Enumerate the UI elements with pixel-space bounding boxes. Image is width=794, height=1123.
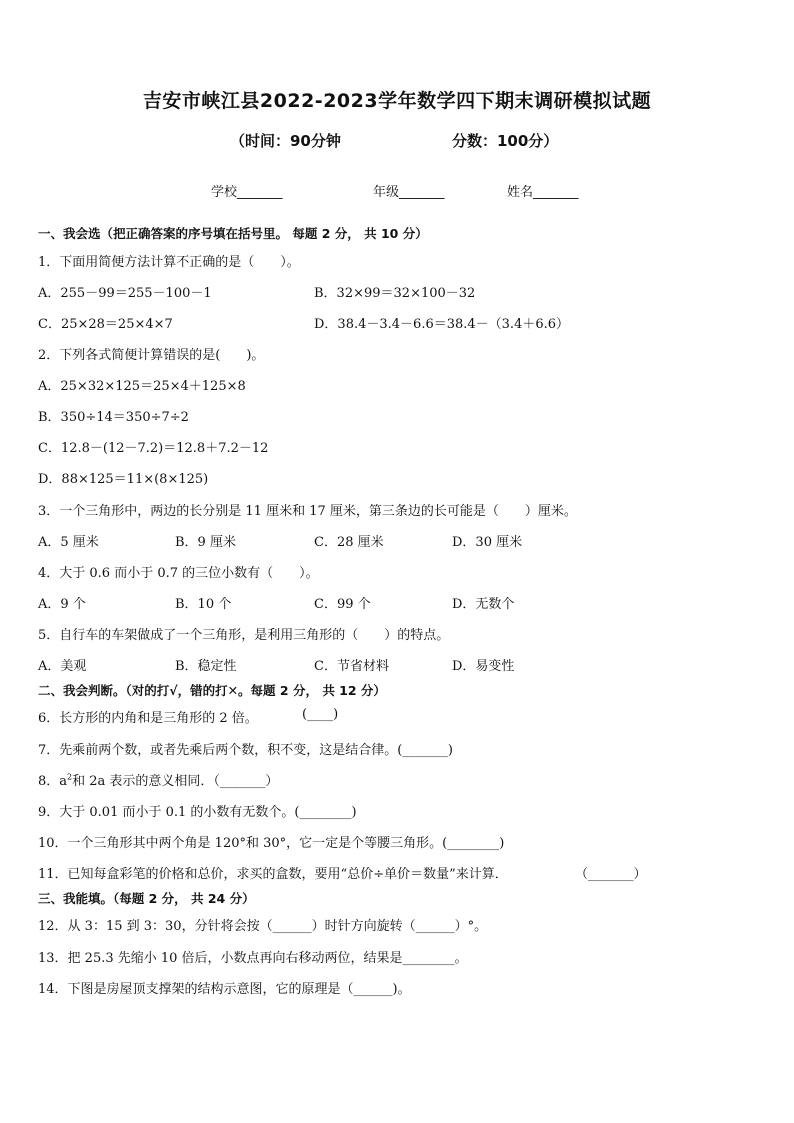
question-4: 4．大于 0.6 而小于 0.7 的三位小数有（ ）。	[38, 566, 319, 581]
exam-time: （时间：90分钟	[230, 132, 341, 150]
question-3-option-a[interactable]: A．5 厘米	[38, 535, 99, 550]
grade-field[interactable]: 年级_______	[373, 185, 445, 200]
question-6-answer-blank[interactable]: (____)	[302, 707, 339, 722]
question-8-suffix: 和 2a 表示的意义相同．（_______）	[72, 774, 279, 789]
question-13: 13．把 25.3 先缩小 10 倍后，小数点再向右移动两位，结果是________。	[38, 951, 468, 966]
question-3: 3．一个三角形中，两边的长分别是 11 厘米和 17 厘米，第三条边的长可能是（ ）厘米。	[38, 504, 577, 519]
page-title: 吉安市峡江县2022-2023学年数学四下期末调研模拟试题	[142, 90, 652, 112]
question-2: 2．下列各式简便计算错误的是( )。	[38, 348, 265, 363]
section-heading-fill: 三、我能填。（每题 2 分， 共 24 分）	[38, 891, 255, 906]
question-8	[38, 770, 278, 789]
question-6: 6．长方形的内角和是三角形的 2 倍。	[38, 711, 258, 726]
question-4-option-d[interactable]: D．无数个	[452, 597, 515, 612]
question-9: 9．大于 0.01 而小于 0.1 的小数有无数个。(________)	[38, 805, 357, 820]
question-8-prefix: 8．a	[38, 774, 68, 789]
question-1: 1．下面用简便方法计算不正确的是（ ）。	[38, 255, 300, 270]
question-5-option-a[interactable]: A．美观	[38, 659, 87, 674]
question-3-option-b[interactable]: B．9 厘米	[175, 535, 236, 550]
question-3-option-c[interactable]: C．28 厘米	[314, 535, 384, 550]
question-10: 10．一个三角形其中两个角是 120°和 30°，它一定是个等腰三角形。(________)	[38, 836, 505, 851]
question-12: 12．从 3：15 到 3：30，分针将会按（______）时针方向旋转（______）°。	[38, 919, 488, 934]
section-heading-choice: 一、我会选（把正确答案的序号填在括号里。 每题 2 分， 共 10 分）	[38, 226, 428, 241]
question-2-option-c[interactable]: C．12.8－(12－7.2)＝12.8＋7.2－12	[38, 441, 269, 456]
question-11-answer-blank[interactable]: （_______）	[575, 867, 647, 882]
question-4-option-b[interactable]: B．10 个	[175, 597, 232, 612]
question-4-option-a[interactable]: A．9 个	[38, 597, 86, 612]
question-2-option-d[interactable]: D．88×125＝11×(8×125)	[38, 472, 209, 487]
question-3-option-d[interactable]: D．30 厘米	[452, 535, 523, 550]
question-1-option-b[interactable]: B．32×99＝32×100－32	[314, 286, 476, 301]
question-14: 14．下图是房屋顶支撑架的结构示意图，它的原理是（______)。	[38, 982, 411, 997]
question-5-option-c[interactable]: C．节省材料	[314, 659, 389, 674]
question-5: 5．自行车的车架做成了一个三角形，是利用三角形的（ ）的特点。	[38, 628, 450, 643]
question-1-option-d[interactable]: D．38.4－3.4－6.6＝38.4－（3.4＋6.6）	[314, 317, 570, 332]
name-field[interactable]: 姓名_______	[507, 185, 579, 200]
question-1-option-a[interactable]: A．255－99＝255－100－1	[38, 286, 212, 301]
question-4-option-c[interactable]: C．99 个	[314, 597, 371, 612]
school-field[interactable]: 学校_______	[211, 185, 283, 200]
question-1-option-c[interactable]: C．25×28＝25×4×7	[38, 317, 173, 332]
question-5-option-b[interactable]: B．稳定性	[175, 659, 237, 674]
question-7: 7．先乘前两个数，或者先乘后两个数，积不变，这是结合律。(_______)	[38, 743, 453, 758]
exam-score: 分数：100分）	[452, 132, 559, 150]
question-5-option-d[interactable]: D．易变性	[452, 659, 515, 674]
question-2-option-a[interactable]: A．25×32×125＝25×4＋125×8	[38, 379, 246, 394]
section-heading-judge: 二、我会判断。（对的打√，错的打✕。每题 2 分， 共 12 分）	[38, 683, 386, 698]
question-2-option-b[interactable]: B．350÷14＝350÷7÷2	[38, 410, 189, 425]
question-11: 11．已知每盒彩笔的价格和总价，求买的盒数，要用“总价÷单价＝数量”来计算．	[38, 867, 508, 882]
question-8-exponent: 2	[67, 772, 73, 782]
